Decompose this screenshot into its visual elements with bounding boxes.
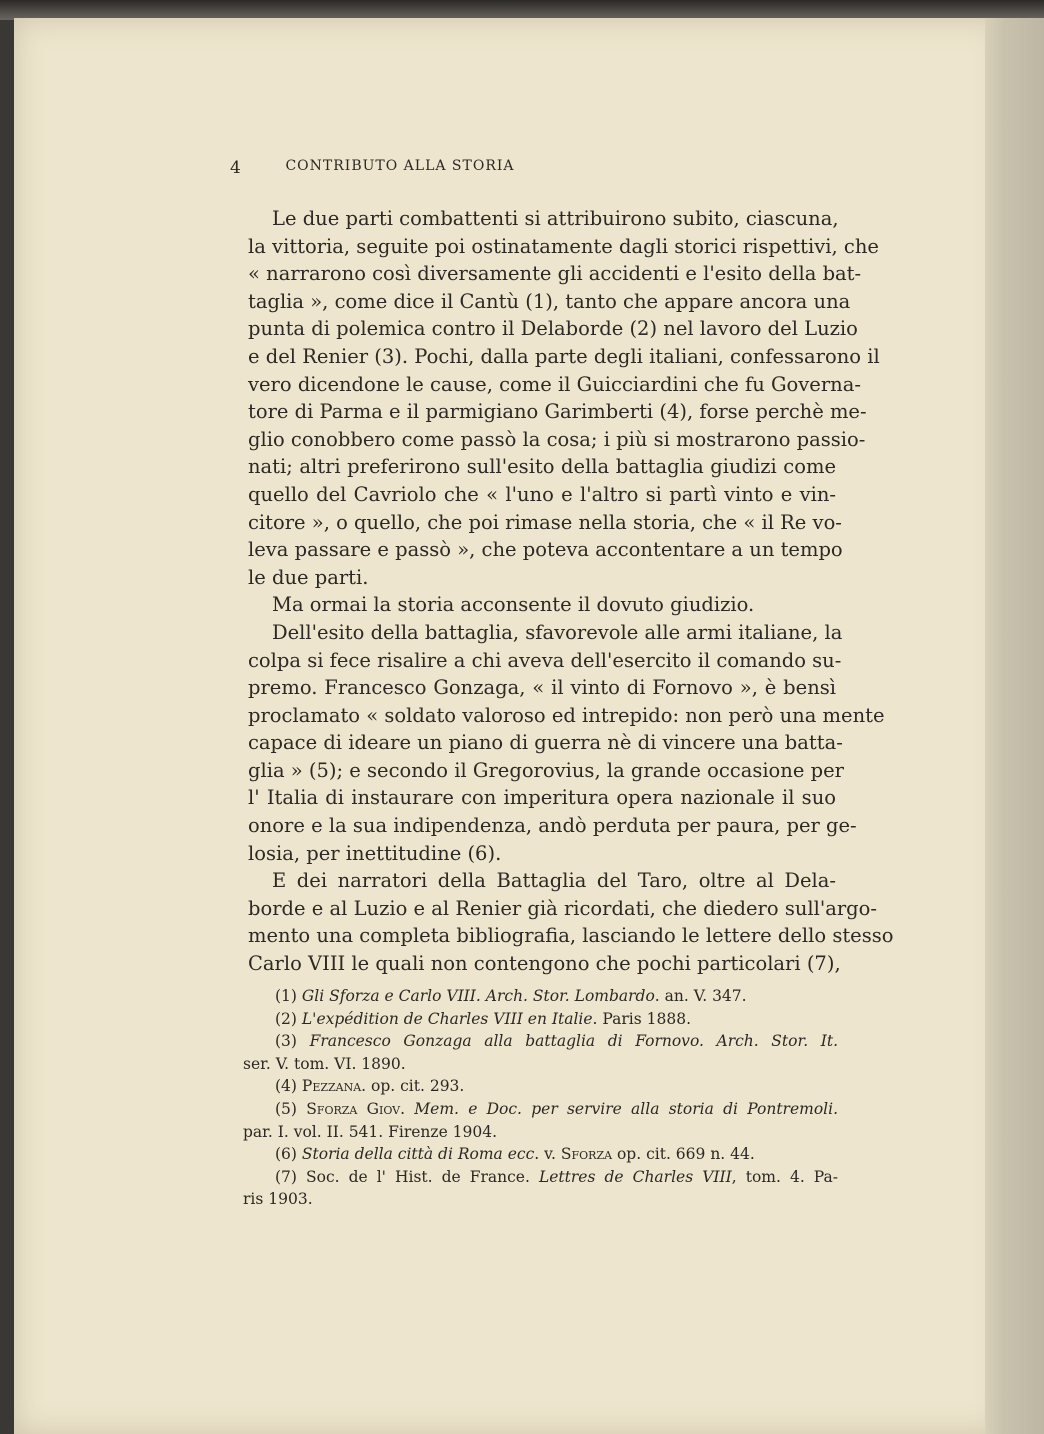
text-line: Ma ormai la storia acconsente il dovuto giudizio. (272, 593, 755, 617)
text-line: losia, per inettitudine (6). (248, 841, 502, 865)
scan-top-border (0, 0, 1044, 20)
text-line: punta di polemica contro il Delaborde (2) nel lavoro del Luzio (248, 317, 858, 341)
footnote-segment: Pezzana (301, 1077, 362, 1096)
text-line: « narrarono così diversamente gli accidenti e l'esito della bat- (248, 262, 862, 286)
text-line: vero dicendone le cause, come il Guicciardini che fu Governa- (248, 372, 861, 396)
text-line: Le due parti combattenti si attribuirono subito, ciascuna, (272, 207, 839, 230)
text-line: Carlo VIII le quali non contengono che pochi particolari (7), (248, 952, 841, 976)
footnote-line (243, 1008, 838, 1031)
footnote-segment: (7) Soc. de l' Hist. de France. (275, 1167, 539, 1186)
footnote-segment: Gli Sforza e Carlo VIII. Arch. Stor. Lombardo (301, 987, 655, 1005)
text-line: glio conobbero come passò la cosa; i più si mostrarono passio- (248, 427, 866, 451)
footnote-segment: (2) (275, 1009, 302, 1028)
text-line: l' Italia di instaurare con imperitura opera nazionale il suo (248, 786, 836, 810)
footnote-segment: . an. V. 347. (654, 987, 747, 1005)
footnote-segment: Storia della città di Roma ecc (301, 1145, 535, 1164)
footnote-segment: Francesco Gonzaga alla battaglia di Fornovo. Arch. Stor. It. (309, 1032, 838, 1051)
footnote-segment: (4) (275, 1077, 302, 1096)
footnote-line (243, 1098, 838, 1121)
footnote-segment: . (400, 1099, 415, 1118)
footnote-segment: (3) (275, 1032, 310, 1051)
footnote-segment: Sforza (560, 1145, 613, 1164)
footnote-segment: . v. (534, 1145, 561, 1164)
footnote-segment: (5) (275, 1099, 307, 1118)
text-line: nati; altri preferirono sull'esito della battaglia giudizi come (248, 455, 836, 479)
page-number: 4 (230, 158, 242, 178)
footnote-line (243, 1166, 838, 1189)
text-line: e del Renier (3). Pochi, dalla parte degli italiani, confessarono il (248, 344, 880, 368)
footnote-line (243, 1188, 838, 1211)
footnotes (243, 985, 838, 1211)
text-line: la vittoria, seguite poi ostinatamente dagli storici rispettivi, che (248, 234, 879, 258)
footnote-line (243, 1143, 838, 1166)
text-line: colpa si fece risalire a chi aveva dell'esercito il comando su- (248, 648, 842, 672)
footnote-segment: . op. cit. 293. (361, 1077, 465, 1096)
footnote-line (243, 1030, 838, 1053)
footnote-line (243, 1053, 838, 1076)
footnote-line (243, 1075, 838, 1098)
text-line: quello del Cavriolo che « l'uno e l'altro si partì vinto e vin- (248, 482, 836, 506)
page-edge (985, 18, 1044, 1434)
footnote-segment: , tom. 4. Pa- (731, 1167, 838, 1186)
text-line: E dei narratori della Battaglia del Taro, oltre al Dela- (272, 869, 836, 893)
footnote-line (243, 1121, 838, 1144)
footnote-segment: op. cit. 669 n. 44. (612, 1145, 755, 1164)
text-line: mento una completa bibliografia, lasciando le lettere dello stesso (248, 924, 894, 948)
text-line: tore di Parma e il parmigiano Garimberti (4), forse perchè me- (248, 400, 867, 424)
text-line: leva passare e passò », che poteva accontentare a un tempo (248, 538, 843, 562)
footnote-line (243, 985, 838, 1008)
text-line: proclamato « soldato valoroso ed intrepido: non però una mente (248, 703, 885, 727)
footnote-segment: par. I. vol. II. 541. Firenze 1904. (243, 1122, 498, 1141)
footnote-segment: (6) (275, 1145, 302, 1164)
text-line: capace di ideare un piano di guerra nè di vincere una batta- (248, 731, 843, 755)
text-line: taglia », come dice il Cantù (1), tanto che appare ancora una (248, 289, 851, 313)
body-text (248, 205, 894, 978)
footnote-segment: ser. V. tom. VI. 1890. (243, 1054, 406, 1073)
text-line: borde e al Luzio e al Renier già ricordati, che diedero sull'argo- (248, 896, 877, 920)
footnote-segment: Lettres de Charles VIII (538, 1167, 732, 1186)
footnote-segment: (1) (275, 987, 302, 1005)
footnote-segment: Mem. e Doc. per servire alla storia di Pontremoli. (414, 1099, 838, 1118)
footnote-segment: L'expédition de Charles VIII en Italie (301, 1009, 593, 1028)
text-line: glia » (5); e secondo il Gregorovius, la grande occasione per (248, 758, 844, 782)
text-line: onore e la sua indipendenza, andò perduta per paura, per ge- (248, 814, 857, 838)
text-line: premo. Francesco Gonzaga, « il vinto di Fornovo », è bensì (248, 676, 836, 700)
text-line: Dell'esito della battaglia, sfavorevole alle armi italiane, la (272, 620, 843, 644)
footnote-segment: . Paris 1888. (592, 1009, 691, 1028)
footnote-segment: Sforza Giov (306, 1099, 401, 1118)
footnote-segment: ris 1903. (243, 1190, 313, 1209)
text-line: citore », o quello, che poi rimase nella storia, che « il Re vo- (248, 510, 842, 534)
text-line: le due parti. (248, 565, 369, 589)
running-title: CONTRIBUTO ALLA STORIA (285, 158, 515, 174)
